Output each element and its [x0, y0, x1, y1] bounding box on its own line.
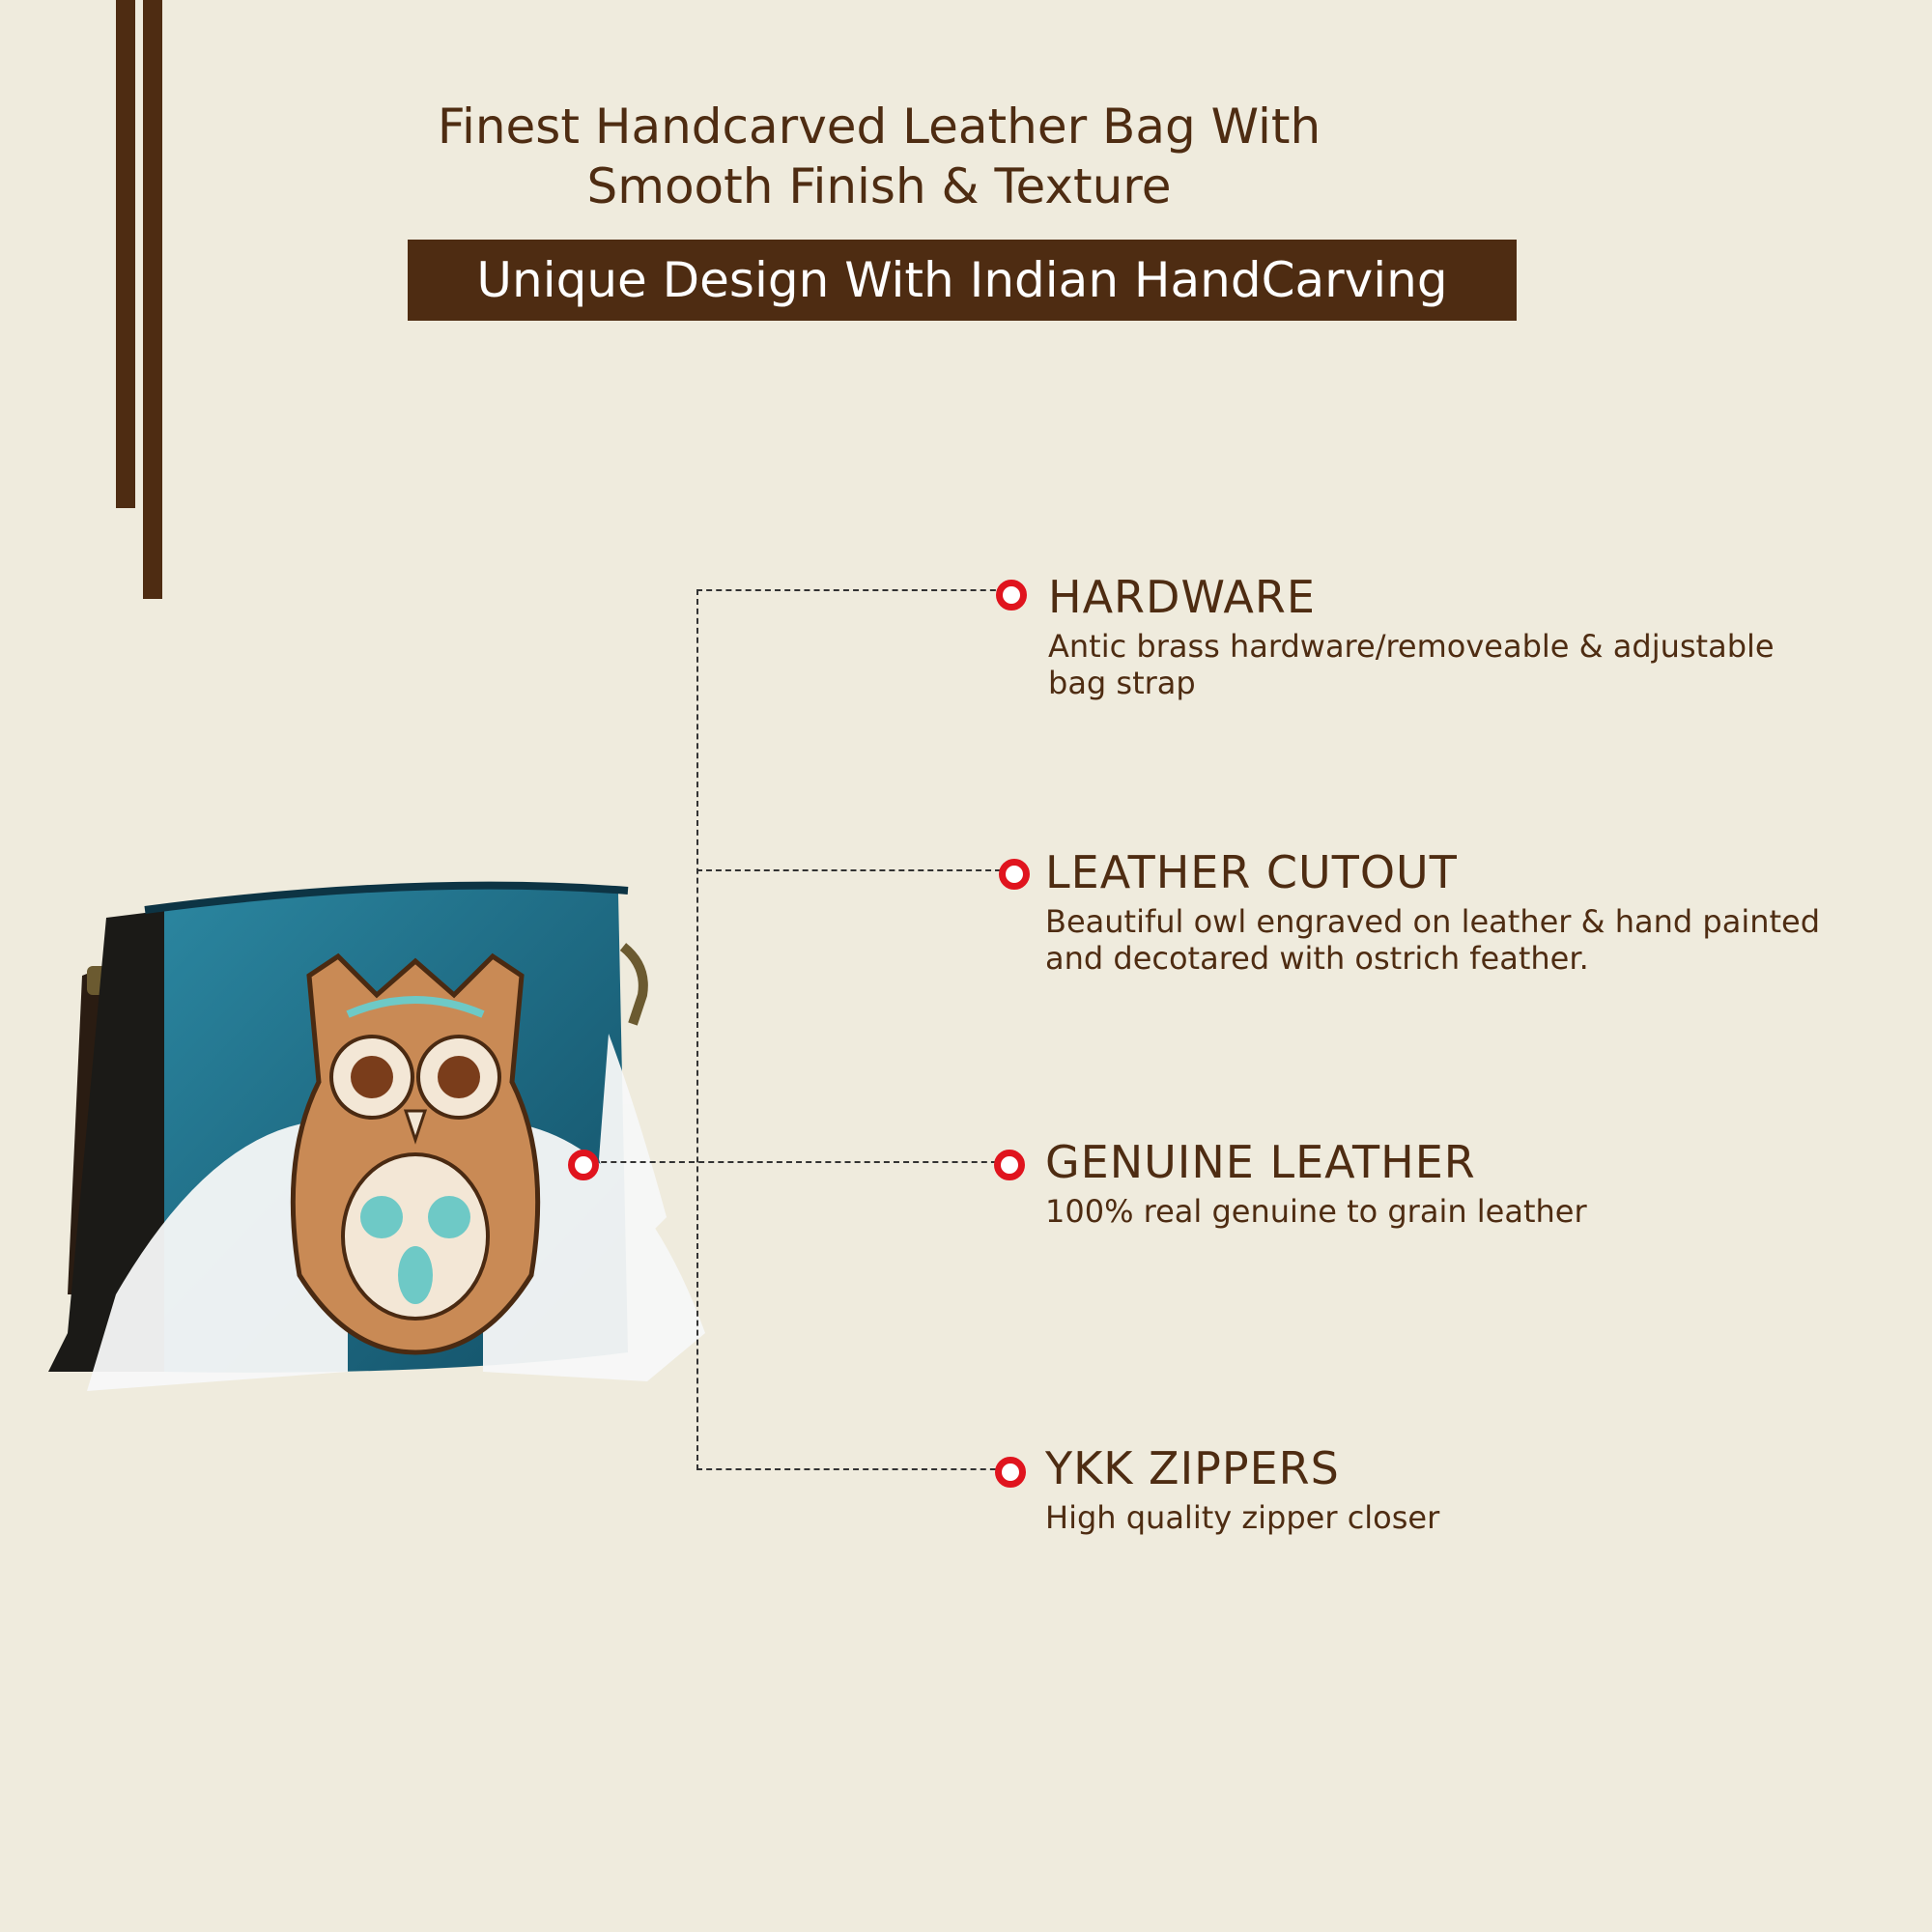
feature-ykk-zippers	[1045, 1443, 1876, 1536]
headline-line-1: Finest Handcarved Leather Bag With	[437, 99, 1321, 155]
feature-genuine-leather	[1045, 1137, 1876, 1230]
decorative-bar-right	[143, 0, 162, 599]
connector-line-leather-cutout	[696, 869, 1010, 871]
marker-leather-cutout	[999, 859, 1030, 890]
feature-description: 100% real genuine to grain leather	[1045, 1193, 1587, 1230]
headline-line-2: Smooth Finish & Texture	[586, 158, 1172, 214]
design-banner	[408, 240, 1517, 321]
decorative-bar-left	[116, 0, 135, 508]
marker-bag-point	[568, 1150, 599, 1180]
feature-description: Beautiful owl engraved on leather & hand painted and decotared with ostrich feather.	[1045, 903, 1821, 977]
banner-text: Unique Design With Indian HandCarving	[476, 252, 1448, 308]
feature-title: HARDWARE	[1048, 571, 1316, 623]
marker-genuine-leather	[994, 1150, 1025, 1180]
feature-description: Antic brass hardware/removeable & adjustable bag strap	[1048, 628, 1775, 701]
feature-description: High quality zipper closer	[1045, 1499, 1440, 1536]
marker-ykk-zippers	[995, 1457, 1026, 1488]
connector-line-ykk-zippers	[696, 1468, 1006, 1470]
feature-title: GENUINE LEATHER	[1045, 1136, 1476, 1188]
connector-line-hardware	[696, 589, 1006, 591]
feature-hardware	[1048, 572, 1879, 701]
feature-title: LEATHER CUTOUT	[1045, 846, 1458, 898]
connector-line-genuine-leather	[582, 1161, 1007, 1163]
marker-hardware	[996, 580, 1027, 611]
feature-leather-cutout	[1045, 847, 1876, 977]
connector-vertical-line	[696, 589, 698, 1470]
page-headline	[367, 97, 1391, 216]
feature-title: YKK ZIPPERS	[1045, 1442, 1340, 1494]
owl-leather-bag-image	[29, 869, 744, 1410]
